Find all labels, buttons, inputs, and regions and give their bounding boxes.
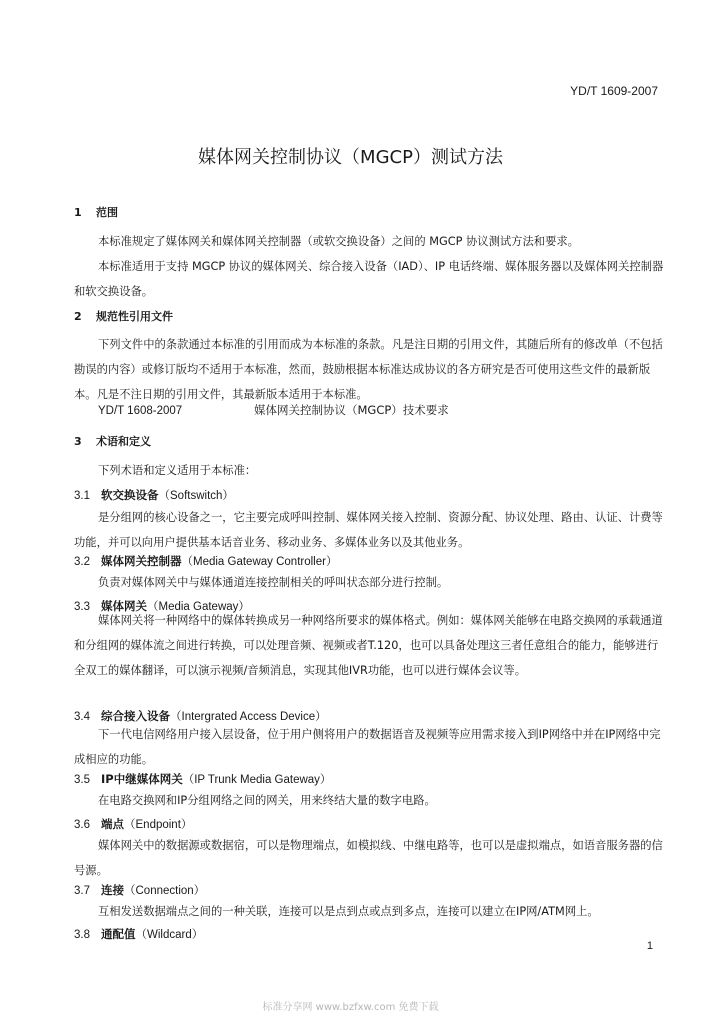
standard-code: YD/T 1609-2007 [570, 84, 658, 98]
reference-item [98, 402, 449, 418]
term-3-1-heading: 3.1 软交换设备（Softswitch） [74, 488, 234, 502]
term-3-6-heading: 3.6 端点（Endpoint） [74, 817, 193, 831]
term-3-7-heading: 3.7 连接（Connection） [74, 883, 206, 897]
section-1-paragraph-2: 本标准适用于支持 MGCP 协议的媒体网关、综合接入设备（IAD）、IP 电话终端、媒体服务器以及媒体网关控制器和软交换设备。 [74, 260, 664, 298]
term-3-1-definition: 是分组网的核心设备之一，它主要完成呼叫控制、媒体网关接入控制、资源分配、协议处理、路由、认证、计费等功能，并可以向用户提供基本话音业务、移动业务、多媒体业务以及其他业务。 [74, 511, 663, 549]
term-3-8-heading: 3.8 通配值（Wildcard） [74, 927, 204, 941]
section-1-paragraph-1: 本标准规定了媒体网关和媒体网关控制器（或软交换设备）之间的 MGCP 协议测试方法和要求。 [98, 235, 579, 248]
term-3-3-definition: 媒体网关将一种网络中的媒体转换成另一种网络所要求的媒体格式。例如：媒体网关能够在电路交换网的承载通道和分组网的媒体流之间进行转换，可以处理音频、视频或者T.120，也可以具备处理这三者任意组合的能力，能够进行全双工的媒体翻译，可以演示视频/音频消息，实现其他IVR功能，也可以进行媒体会议等。 [74, 614, 663, 677]
page-number: 1 [646, 940, 653, 952]
document-title: 媒体网关控制协议（MGCP）测试方法 [198, 147, 503, 168]
term-3-2-definition: 负责对媒体网关中与媒体通道连接控制相关的呼叫状态部分进行控制。 [98, 576, 449, 589]
term-3-4-definition: 下一代电信网络用户接入层设备，位于用户侧将用户的数据语音及视频等应用需求接入到IP网络中并在IP网络中完成相应的功能。 [74, 728, 661, 766]
term-3-5-definition: 在电路交换网和IP分组网络之间的网关，用来终结大量的数字电路。 [98, 794, 436, 807]
reference-title: 媒体网关控制协议（MGCP）技术要求 [254, 403, 449, 417]
section-1-heading: 1 范围 [74, 206, 118, 219]
section-2-paragraph: 下列文件中的条款通过本标准的引用而成为本标准的条款。凡是注日期的引用文件，其随后所有的修改单（不包括勘误的内容）或修订版均不适用于本标准，然而，鼓励根据本标准达成协议的各方研究是否可使用这些文件的最新版本。凡是不注日期的引用文件，其最新版本适用于本标准。 [74, 338, 663, 401]
section-2-heading: 2 规范性引用文件 [74, 310, 173, 323]
term-3-5-heading: 3.5 IP中继媒体网关（IP Trunk Media Gateway） [74, 772, 332, 786]
term-3-7-definition: 互相发送数据端点之间的一种关联，连接可以是点到点或点到多点，连接可以建立在IP网/ATM网上。 [98, 905, 599, 918]
term-3-2-heading: 3.2 媒体网关控制器（Media Gateway Controller） [74, 554, 338, 568]
section-3-heading: 3 术语和定义 [74, 435, 151, 448]
term-3-4-heading: 3.4 综合接入设备（Intergrated Access Device） [74, 709, 327, 723]
reference-code: YD/T 1608-2007 [98, 405, 183, 417]
term-3-3-heading: 3.3 媒体网关（Media Gateway） [74, 599, 250, 613]
section-3-intro: 下列术语和定义适用于本标准： [98, 464, 257, 477]
watermark: 标准分享网 www.bzfxw.com 免费下载 [262, 1002, 439, 1013]
term-3-6-definition: 媒体网关中的数据源或数据宿，可以是物理端点，如模拟线、中继电路等，也可以是虚拟端点，如语音服务器的信号源。 [74, 839, 663, 877]
